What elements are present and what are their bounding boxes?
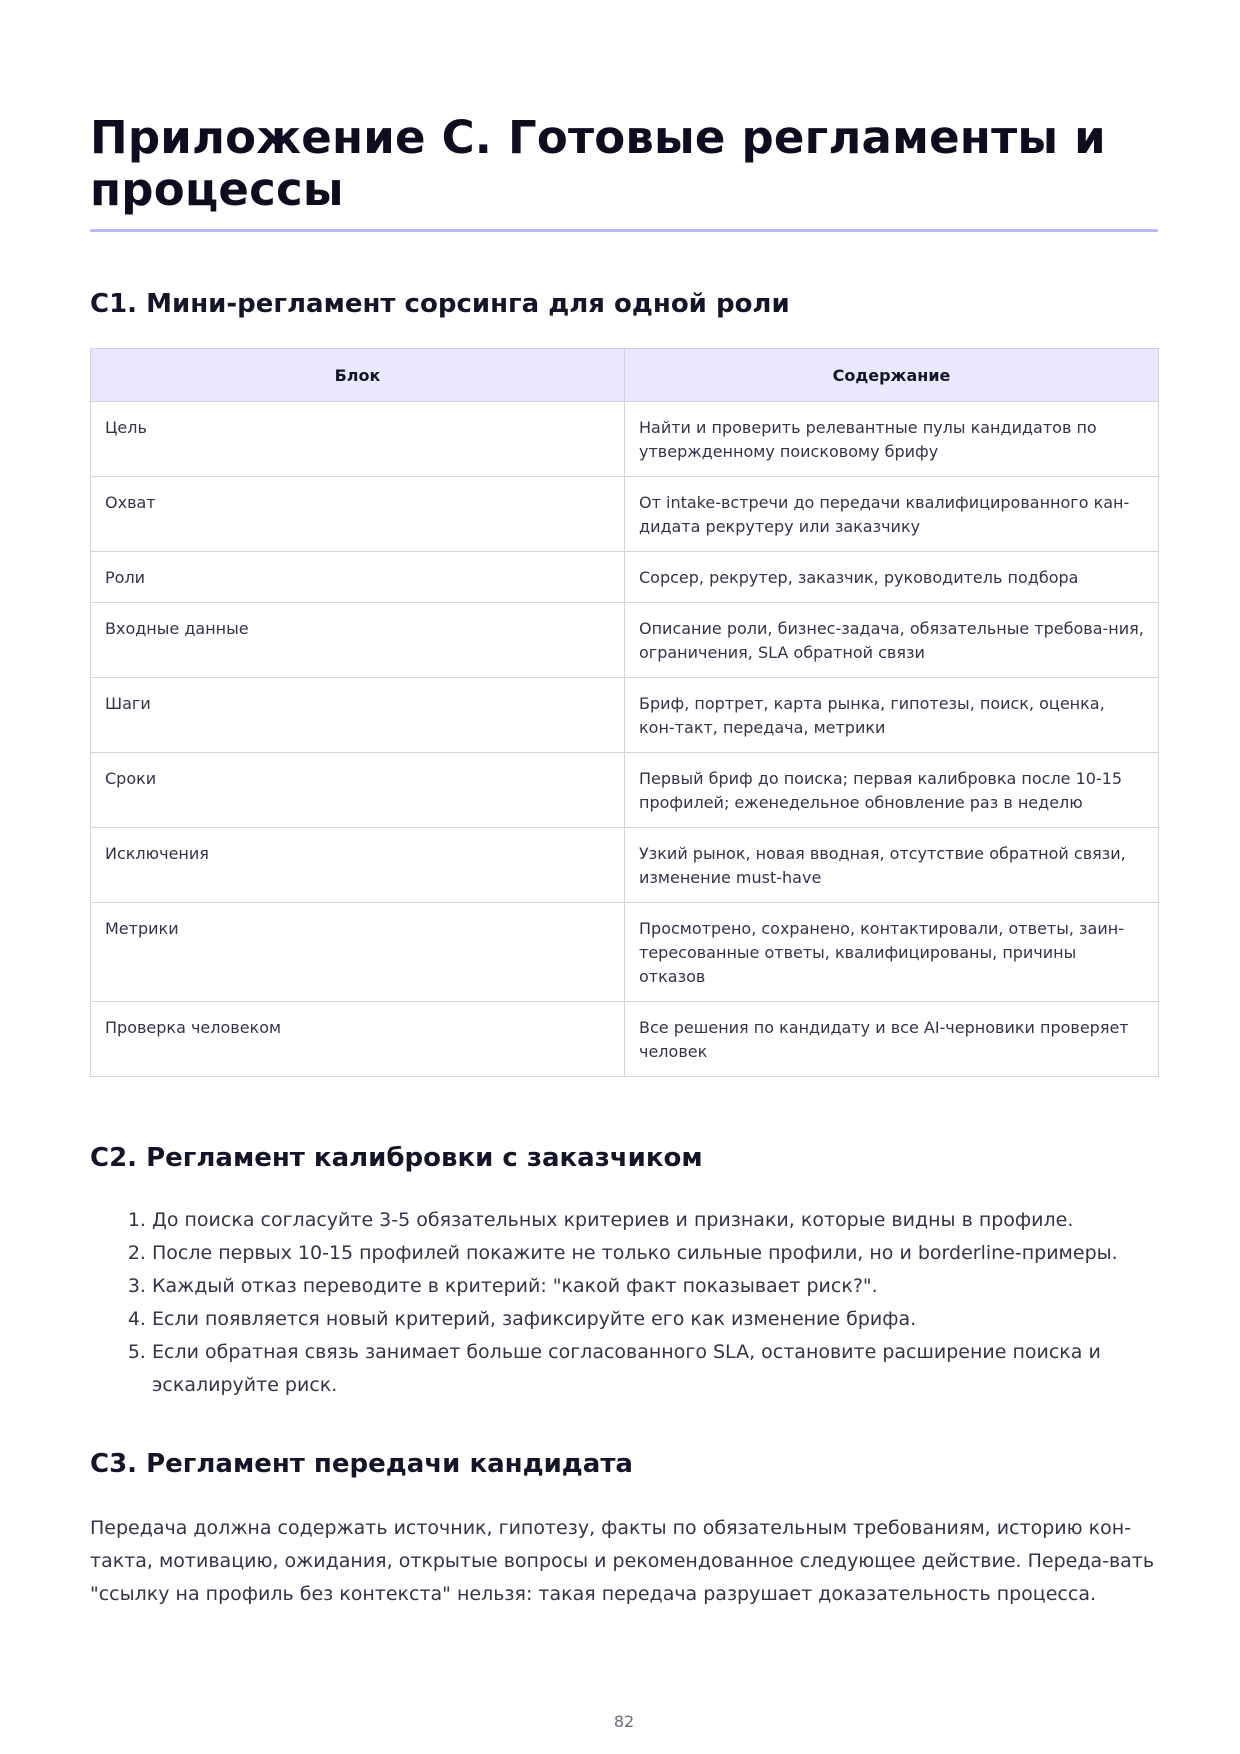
table-cell-block: Охват [91,477,625,552]
table-cell-block: Входные данные [91,603,625,678]
table-cell-block: Цель [91,402,625,477]
table-cell-content: Сорсер, рекрутер, заказчик, руководитель подбора [625,552,1159,603]
table-header-cell: Блок [91,349,625,402]
handoff-paragraph: Передача должна содержать источник, гипотезу, факты по обязательным требованиям, историю кон-такта, мотивацию, ожидания, открытые вопросы и рекомендованное следующее действие. Переда-вать "ссылку на профиль без контекста" нельзя: такая передача разрушает доказательность процесса. [90,1517,1155,1605]
table-cell-block: Проверка человеком [91,1002,625,1077]
table-cell-content: Бриф, портрет, карта рынка, гипотезы, поиск, оценка, кон-такт, передача, метрики [625,678,1159,753]
section-c2-heading: C2. Регламент калибровки с заказчиком [90,1143,703,1173]
table-cell-content: Просмотрено, сохранено, контактировали, ответы, заин-тересованные ответы, квалифицированы, причины отказов [625,903,1159,1002]
title-divider [90,229,1158,232]
table-cell-content: Найти и проверить релевантные пулы кандидатов по утвержденному поисковому брифу [625,402,1159,477]
table-cell-content: Узкий рынок, новая вводная, отсутствие обратной связи, изменение must-have [625,828,1159,903]
table-cell-block: Шаги [91,678,625,753]
table-cell-content: От intake-встречи до передачи квалифицированного кан-дидата рекрутеру или заказчику [625,477,1159,552]
list-item: 4. Если появляется новый критерий, зафиксируйте его как изменение брифа. [152,1303,1158,1336]
table-row [91,402,1159,477]
page-title: Приложение C. Готовые регламенты и процессы [90,111,1106,216]
table-cell-content: Все решения по кандидату и все AI-черновики проверяет человек [625,1002,1159,1077]
table-cell-block: Сроки [91,753,625,828]
table-cell-content: Первый бриф до поиска; первая калибровка после 10-15 профилей; еженедельное обновление раз в неделю [625,753,1159,828]
table-cell-block: Метрики [91,903,625,1002]
table-row [91,477,1159,552]
table-row [91,678,1159,753]
section-c1-heading: C1. Мини-регламент сорсинга для одной роли [90,289,790,319]
table-cell-content: Описание роли, бизнес-задача, обязательные требова-ния, ограничения, SLA обратной связи [625,603,1159,678]
table-row [91,603,1159,678]
calibration-steps-list [90,1204,1158,1402]
list-item: 5. Если обратная связь занимает больше согласованного SLA, остановите расширение поиска и эскалируйте риск. [152,1336,1158,1402]
table-row [91,903,1159,1002]
table-row [91,828,1159,903]
table-cell-block: Исключения [91,828,625,903]
list-item: 2. После первых 10-15 профилей покажите не только сильные профили, но и borderline-примеры. [152,1237,1158,1270]
table-row [91,753,1159,828]
table-row [91,552,1159,603]
table-header-cell: Содержание [625,349,1159,402]
list-item: 3. Каждый отказ переводите в критерий: "какой факт показывает риск?". [152,1270,1158,1303]
section-c3-heading: C3. Регламент передачи кандидата [90,1449,633,1479]
sourcing-regulation-table [90,348,1159,1077]
table-row [91,1002,1159,1077]
table-header-row [91,349,1159,402]
page-number: 82 [613,1712,635,1731]
list-item: 1. До поиска согласуйте 3-5 обязательных критериев и признаки, которые видны в профиле. [152,1204,1158,1237]
table-cell-block: Роли [91,552,625,603]
